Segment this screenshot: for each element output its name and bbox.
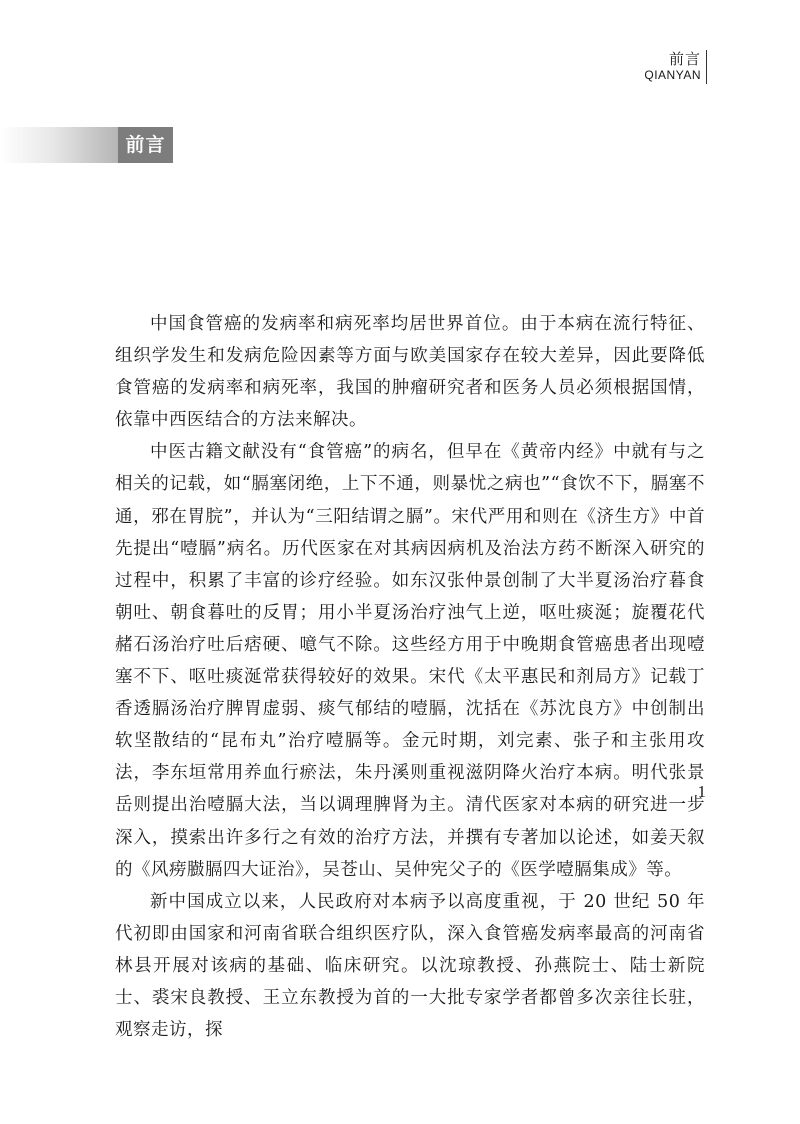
paragraph: 中医古籍文献没有“食管癌”的病名，但早在《黄帝内经》中就有与之相关的记载，如“膈塞闭绝，上下不通，则暴忧之病也”“食饮不下，膈塞不通，邪在胃脘”，并认为“三阳结谓之膈”。宋代严用和则在《济生方》中首先提出“噎膈”病名。历代医家在对其病因病机及治法方药不断深入研究的过程中，积累了丰富的诊疗经验。如东汉张仲景创制了大半夏汤治疗暮食朝吐、朝食暮吐的反胃；用小半夏汤治疗浊气上逆，呕吐痰涎；旋覆花代赭石汤治疗吐后痞硬、噫气不除。这些经方用于中晚期食管癌患者出现噎塞不下、呕吐痰涎常获得较好的效果。宋代《太平惠民和剂局方》记载丁香透膈汤治疗脾胃虚弱、痰气郁结的噎膈，沈括在《苏沈良方》中创制出软坚散结的“昆布丸”治疗噎膈等。金元时期，刘完素、张子和主张用攻法，李东垣常用养血行瘀法，朱丹溪则重视滋阴降火治疗本病。明代张景岳则提出治噎膈大法，当以调理脾肾为主。清代医家对本病的研究进一步深入，摸索出许多行之有效的治疗方法，并撰有专著加以论述，如姜天叙的《风痨臌膈四大证治》，吴苍山、吴仲宪父子的《医学噎膈集成》等。 — [115, 442, 705, 880]
paragraph: 中国食管癌的发病率和病死率均居世界首位。由于本病在流行特征、组织学发生和发病危险因素等方面与欧美国家存在较大差异，因此要降低食管癌的发病率和病死率，我国的肿瘤研究者和医务人员必须根据国情，依靠中西医结合的方法来解决。 — [115, 314, 705, 431]
running-head-divider — [706, 50, 707, 84]
running-head-title: 前言 — [668, 50, 701, 68]
running-head-pinyin: QIANYAN — [644, 68, 701, 82]
page-number: 1 — [697, 782, 706, 801]
paragraph: 新中国成立以来，人民政府对本病予以高度重视，于 20 世纪 50 年代初即由国家和河南省联合组织医疗队，深入食管癌发病率最高的河南省林县开展对该病的基础、临床研究。以沈琼教授、孙燕院士、陆士新院士、裘宋良教授、王立东教授为首的一大批专家学者都曾多次亲往长驻，观察走访，探 — [115, 891, 705, 1041]
running-head — [644, 50, 701, 82]
chapter-title: 前言 — [118, 127, 173, 163]
body-text — [115, 308, 705, 1046]
